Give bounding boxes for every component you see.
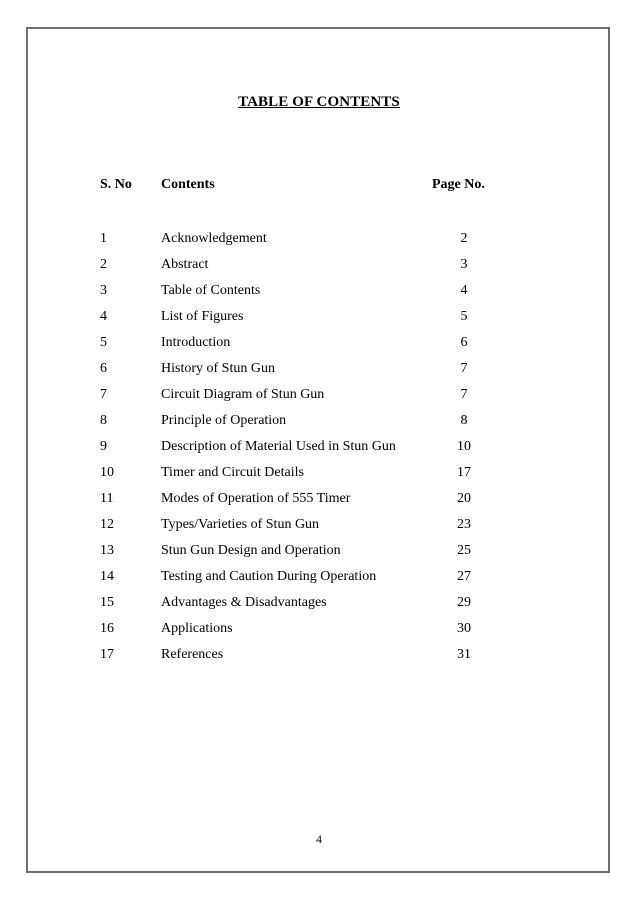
row-content: Circuit Diagram of Stun Gun [161,387,325,402]
row-page: 10 [457,439,471,454]
toc-row [0,304,638,330]
toc-row [0,434,638,460]
page-number: 4 [316,832,322,846]
row-sno: 9 [100,439,107,454]
toc-row [0,538,638,564]
header-contents: Contents [161,177,215,192]
toc-row [0,278,638,304]
header-sno: S. No [100,177,132,192]
row-content: Modes of Operation of 555 Timer [161,491,351,506]
row-page: 2 [460,231,468,246]
row-sno: 17 [100,647,114,662]
toc-row [0,356,638,382]
toc-row [0,382,638,408]
row-page: 3 [460,257,468,272]
row-content: Stun Gun Design and Operation [161,543,341,558]
row-sno: 6 [100,361,107,376]
row-content: Introduction [161,335,231,350]
header-page-no: Page No. [432,177,485,192]
row-page: 7 [460,361,468,376]
row-page: 17 [457,465,471,480]
row-page: 31 [457,647,471,662]
row-page: 29 [457,595,471,610]
toc-row [0,616,638,642]
row-page: 8 [460,413,468,428]
row-sno: 14 [100,569,114,584]
toc-row [0,408,638,434]
row-content: Principle of Operation [161,413,287,428]
row-sno: 4 [100,309,107,324]
row-page: 7 [460,387,468,402]
row-page: 4 [460,283,468,298]
row-sno: 5 [100,335,107,350]
toc-row [0,252,638,278]
row-content: Testing and Caution During Operation [161,569,377,584]
toc-row [0,486,638,512]
toc-row [0,564,638,590]
row-content: List of Figures [161,309,244,324]
row-content: History of Stun Gun [161,361,275,376]
toc-row [0,642,638,668]
row-sno: 11 [100,491,114,506]
row-page: 30 [457,621,471,636]
row-sno: 2 [100,257,107,272]
toc-row [0,512,638,538]
row-content: Table of Contents [161,283,261,298]
row-sno: 1 [100,231,107,246]
row-content: Applications [161,621,233,636]
row-sno: 12 [100,517,114,532]
row-page: 27 [457,569,471,584]
row-page: 6 [460,335,468,350]
row-page: 23 [457,517,471,532]
row-page: 25 [457,543,471,558]
toc-row [0,590,638,616]
row-content: Types/Varieties of Stun Gun [161,517,320,532]
row-content: Acknowledgement [161,231,267,246]
row-sno: 7 [100,387,107,402]
toc-title: TABLE OF CONTENTS [238,94,400,110]
toc-rows [0,226,638,668]
row-sno: 13 [100,543,114,558]
toc-row [0,460,638,486]
row-sno: 8 [100,413,107,428]
row-content: Timer and Circuit Details [161,465,304,480]
row-content: Advantages & Disadvantages [161,595,327,610]
row-sno: 10 [100,465,114,480]
row-sno: 16 [100,621,114,636]
row-content: Abstract [161,257,209,272]
row-page: 5 [460,309,468,324]
row-page: 20 [457,491,471,506]
toc-row [0,226,638,252]
row-content: References [161,647,224,662]
row-sno: 3 [100,283,107,298]
row-sno: 15 [100,595,114,610]
toc-row [0,330,638,356]
row-content: Description of Material Used in Stun Gun [161,439,396,454]
